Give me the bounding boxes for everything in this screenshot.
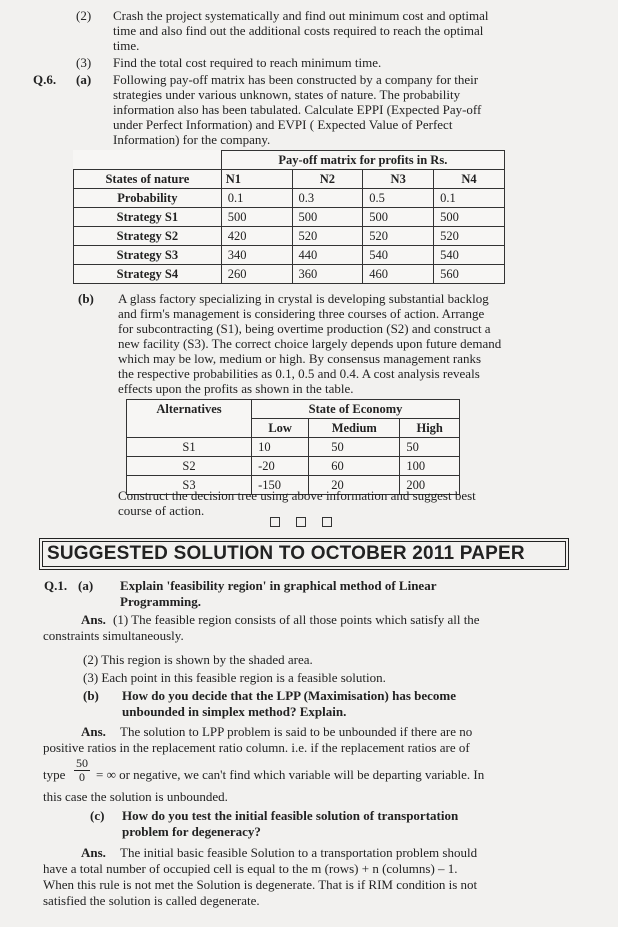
table-cell: 20 [309,476,400,495]
question-label: Q.6. [33,72,57,87]
row-label: Strategy S2 [74,227,222,246]
text-line: The solution to LPP problem is said to be unbounded if there are no [120,724,473,739]
column-header: N3 [363,170,434,189]
table-cell: 0.1 [434,189,505,208]
question-line: How do you decide that the LPP (Maximisation) has become [122,688,457,703]
answer-label: Ans. [81,724,106,739]
table-cell: -20 [252,457,309,476]
square-icon [270,517,280,527]
table-cell: 560 [434,265,505,284]
text-line: (2) This region is shown by the shaded area. [83,652,313,667]
table-header-row [74,170,505,189]
row-label: Strategy S1 [74,208,222,227]
table-cell: 10 [252,438,309,457]
table-row [74,208,505,227]
text-line: time and also find out the additional costs required to reach the optimal [113,23,484,38]
text-line: satisfied the solution is called degenerate. [43,893,260,908]
table-row [127,438,460,457]
table-cell: 500 [363,208,434,227]
part-number: (c) [90,808,105,823]
table-cell: 60 [309,457,400,476]
table-cell: 540 [363,246,434,265]
question-line: problem for degeneracy? [122,824,261,839]
table-cell: 460 [363,265,434,284]
table-cell: 500 [292,208,363,227]
table-cell: -150 [252,476,309,495]
table-cell: 540 [434,246,505,265]
column-header: Medium [309,419,400,438]
text-line: time. [113,38,140,53]
answer-label: Ans. [81,612,106,627]
table-cell: 520 [292,227,363,246]
fraction [74,757,90,784]
text-line: A glass factory specializing in crystal is developing substantial backlog [118,291,489,306]
payoff-matrix-table [73,150,505,284]
text-line: have a total number of occupied cell is equal to the m (rows) + n (columns) – 1. [43,861,458,876]
table-cell: 520 [434,227,505,246]
table-cell: 500 [221,208,292,227]
square-icon [296,517,306,527]
text-line: Information) for the company. [113,132,271,147]
text-line: The initial basic feasible Solution to a transportation problem should [120,845,478,860]
fraction-numerator: 50 [76,756,88,770]
text-line: and firm's management is considering three courses of action. Arrange [118,306,485,321]
text-line: under Perfect Information) and EVPI ( Expected Value of Perfect [113,117,453,132]
part-number: (a) [76,72,92,87]
text-line: new facility (S3). The correct choice largely depends upon future demand [118,336,502,351]
table-cell: 420 [221,227,292,246]
table-cell: 260 [221,265,292,284]
table-cell: 200 [400,476,460,495]
text-line: Construct the decision tree using above information and suggest best [118,488,476,503]
text-line: Following pay-off matrix has been constructed by a company for their [113,72,479,87]
column-header: High [400,419,460,438]
table-cell: 50 [309,438,400,457]
question-line: Programming. [120,594,201,609]
table-cell: 100 [400,457,460,476]
table-header-row [127,400,460,419]
table-cell: 50 [400,438,460,457]
column-header: N4 [434,170,505,189]
row-label: S3 [127,476,252,495]
part-number: (a) [78,578,94,593]
end-of-paper-marks [270,517,332,527]
column-header: N1 [221,170,292,189]
text-line: which may be low, medium or high. By consensus management ranks [118,351,482,366]
table-cell: 340 [221,246,292,265]
question-line: How do you test the initial feasible solution of transportation [122,808,459,823]
table-cell: 0.5 [363,189,434,208]
text-line: = ∞ or negative, we can't find which variable will be departing variable. In [96,767,485,782]
table-cell: 0.3 [292,189,363,208]
column-header: Low [252,419,309,438]
text-line: (3) Each point in this feasible region is a feasible solution. [83,670,386,685]
text-line: this case the solution is unbounded. [43,789,228,804]
text-line: the respective probabilities as 0.1, 0.5 and 0.4. A cost analysis reveals [118,366,480,381]
column-header: States of nature [74,170,222,189]
part-number: (b) [78,291,94,306]
square-icon [322,517,332,527]
table-cell: 360 [292,265,363,284]
item-number: (2) [76,8,92,23]
question-line: Explain 'feasibility region' in graphical method of Linear [120,578,437,593]
row-label: Strategy S4 [74,265,222,284]
question-label: Q.1. [44,578,68,593]
text-line: information also has been tabulated. Calculate EPPI (Expected Pay-off [113,102,482,117]
table-cell: 0.1 [221,189,292,208]
table-row [127,457,460,476]
text-line: effects upon the profits as shown in the table. [118,381,354,396]
column-header: State of Economy [252,400,460,419]
text-line: When this rule is not met the Solution is degenerate. That is if RIM condition is not [43,877,478,892]
text-line: strategies under various unknown, states of nature. The probability [113,87,461,102]
text-line: type [43,767,66,782]
text-line: Find the total cost required to reach minimum time. [113,55,382,70]
table-cell: 500 [434,208,505,227]
table-row [74,189,505,208]
row-label: S2 [127,457,252,476]
item-number: (3) [76,55,92,70]
text-line: course of action. [118,503,205,518]
table-cell: 520 [363,227,434,246]
table-cell: 440 [292,246,363,265]
text-line: positive ratios in the replacement ratio column. i.e. if the replacement ratios are of [43,740,470,755]
row-label: Strategy S3 [74,246,222,265]
part-number: (b) [83,688,99,703]
row-label: S1 [127,438,252,457]
table-row [74,265,505,284]
text-line: for subcontracting (S1), being overtime production (S2) and construct a [118,321,491,336]
fraction-denominator: 0 [79,770,85,784]
economy-table [126,399,460,495]
row-label: Probability [74,189,222,208]
column-header: Alternatives [127,400,252,438]
text-line: constraints simultaneously. [43,628,184,643]
table-row [74,227,505,246]
answer-label: Ans. [81,845,106,860]
text-line: (1) The feasible region consists of all those points which satisfy all the [113,612,480,627]
table-caption: Pay-off matrix for profits in Rs. [221,151,504,170]
column-header: N2 [292,170,363,189]
text-line: Crash the project systematically and find out minimum cost and optimal [113,8,489,23]
section-banner: SUGGESTED SOLUTION TO OCTOBER 2011 PAPER [42,541,566,567]
question-line: unbounded in simplex method? Explain. [122,704,347,719]
table-row [74,246,505,265]
